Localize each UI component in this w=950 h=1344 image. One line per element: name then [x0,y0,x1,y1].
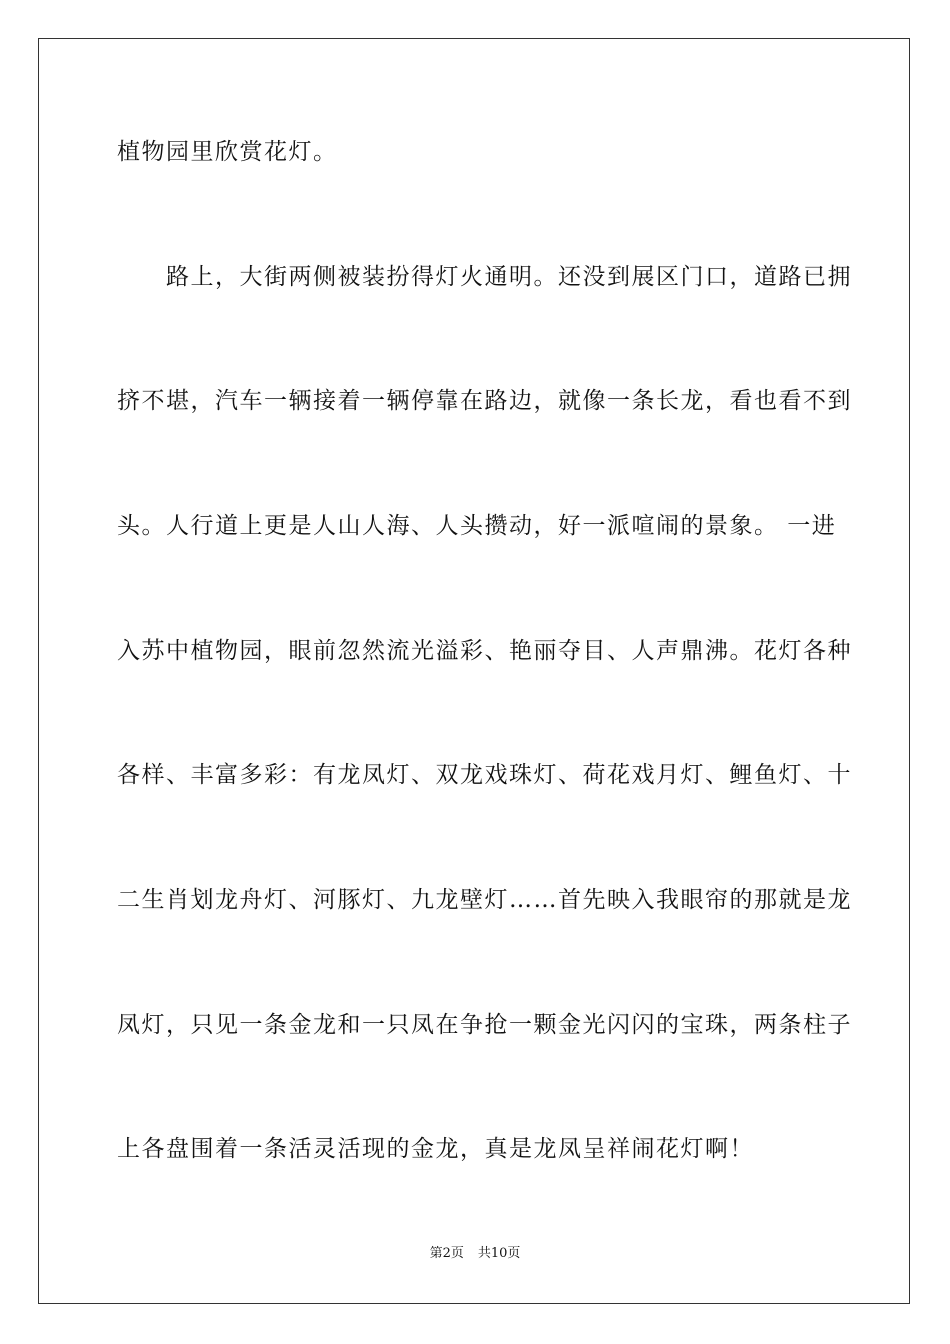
page-footer [0,1244,950,1264]
page-border [38,38,910,1304]
page-number: 第2页 [429,1246,464,1261]
text-line: 二生肖划龙舟灯、河豚灯、九龙壁灯……首先映入我眼帘的那就是龙 [117,887,852,913]
text-line: 植物园里欣赏花灯。 [117,139,338,165]
text-line: 头。人行道上更是人山人海、人头攒动，好一派喧闹的景象。 一进 [117,513,837,539]
text-line: 入苏中植物园，眼前忽然流光溢彩、艳丽夺目、人声鼎沸。花灯各种 [117,638,852,664]
text-line: 挤不堪，汽车一辆接着一辆停靠在路边，就像一条长龙，看也看不到 [117,388,852,414]
text-line: 各样、丰富多彩：有龙凤灯、双龙戏珠灯、荷花戏月灯、鲤鱼灯、十 [117,762,852,788]
text-line: 凤灯，只见一条金龙和一只凤在争抢一颗金光闪闪的宝珠，两条柱子 [117,1012,852,1038]
text-line: 上各盘围着一条活灵活现的金龙，真是龙凤呈祥闹花灯啊！ [117,1136,754,1162]
total-pages: 共10页 [477,1246,521,1261]
text-line: 路上，大街两侧被装扮得灯火通明。还没到展区门口，道路已拥 [117,264,852,290]
